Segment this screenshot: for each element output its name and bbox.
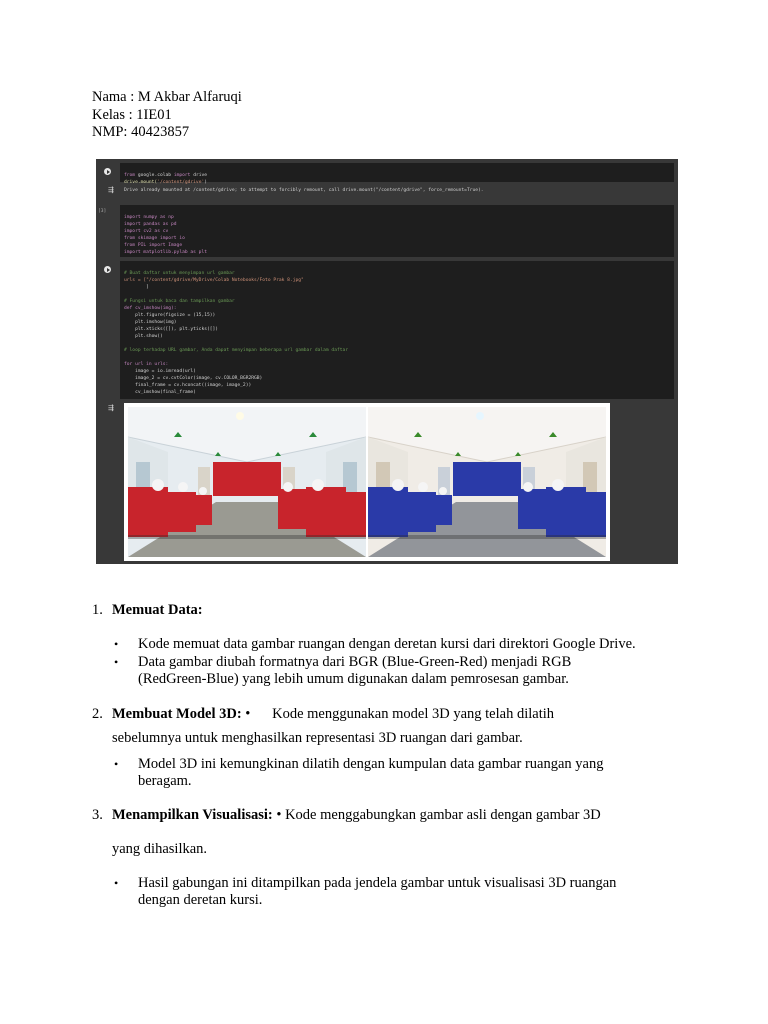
section-inline-text: • Kode menggunakan model 3D yang telah dilatih <box>245 706 554 722</box>
bullet-text: Model 3D ini kemungkinan dilatih dengan kumpulan data gambar ruangan yang <box>138 756 604 772</box>
code-line <box>124 340 670 347</box>
output-image <box>124 403 610 561</box>
output-icon: ⇶ <box>108 186 114 194</box>
bullet-text-cont: beragam. <box>138 773 192 789</box>
bullet-marker: • <box>114 655 119 669</box>
code-line: for url in urls: <box>124 362 169 367</box>
bullet-text: Kode memuat data gambar ruangan dengan deretan kursi dari direktori Google Drive. <box>138 636 636 652</box>
code-line <box>124 354 670 361</box>
code-line: cv_imshow(final_frame) <box>124 390 196 395</box>
code-line: # Buat daftar untuk menyimpan url gambar <box>124 271 235 276</box>
code-token: google.colab <box>135 173 174 178</box>
code-token: drive <box>190 173 208 178</box>
cell-counter: [3] <box>98 209 107 214</box>
run-cell-icon <box>104 266 111 273</box>
image-original <box>128 407 366 557</box>
code-token: from <box>124 173 136 178</box>
code-line: urls = ["/content/gdrive/MyDrive/Colab Notebooks/Foto Prak 8.jpg" <box>124 278 304 283</box>
code-line: plt.xticks([]), plt.yticks([]) <box>124 327 219 332</box>
code-line: import cv2 as cv <box>124 229 169 234</box>
section-inline-text: • Kode menggabungkan gambar asli dengan gambar 3D <box>272 807 601 823</box>
code-line: image = io.imread(url) <box>124 369 196 374</box>
code-line: # Fungsi untuk baca dan tampilkan gambar <box>124 299 235 304</box>
code-line: ] <box>124 285 149 290</box>
student-class: Kelas : 1IE01 <box>92 107 172 123</box>
section-title <box>112 602 203 619</box>
bullet-marker: • <box>114 637 119 651</box>
code-cell-2 <box>120 205 674 257</box>
bullet-marker: • <box>114 876 119 890</box>
code-token: ) <box>204 180 208 185</box>
code-token: drive.mount( <box>124 180 158 185</box>
section-cont-text: sebelumnya untuk menghasilkan representasi 3D ruangan dari gambar. <box>112 730 523 746</box>
section-title-text: Membuat Model 3D: <box>112 706 242 722</box>
run-cell-icon <box>104 168 111 175</box>
code-line: final_frame = cv.hconcat((image, image_2)) <box>124 383 252 388</box>
code-line: import matplotlib.pylab as plt <box>124 250 207 255</box>
code-line <box>124 291 670 298</box>
code-line: image_2 = cv.cvtColor(image, cv.COLOR_BGR2RGB) <box>124 376 263 381</box>
code-line: from PIL import Image <box>124 243 183 248</box>
code-line: plt.figure(figsize = (15,15)) <box>124 313 216 318</box>
bullet-text: Data gambar diubah formatnya dari BGR (Blue-Green-Red) menjadi RGB <box>138 654 572 670</box>
bullet-marker: • <box>114 757 119 771</box>
output-cell-1: Drive already mounted at /content/gdrive; to attempt to forcibly remount, call drive.mount("/content/gdrive", force_remount=True). <box>120 185 674 197</box>
student-name: Nama : M Akbar Alfaruqi <box>92 89 242 105</box>
student-nmp: NMP: 40423857 <box>92 124 190 140</box>
section-title-text: Memuat Data: <box>112 602 203 618</box>
code-line: import pandas as pd <box>124 222 177 227</box>
code-token: '/content/gdrive' <box>157 180 205 185</box>
section-number: 1. <box>92 602 103 618</box>
section-number: 2. <box>92 706 103 722</box>
bullet-text-cont: (RedGreen-Blue) yang lebih umum digunakan dalam pemrosesan gambar. <box>138 671 569 687</box>
section-title <box>112 706 554 723</box>
output-icon: ⇶ <box>108 404 114 412</box>
code-line: plt.imshow(img) <box>124 320 177 325</box>
code-cell-1 <box>120 163 674 185</box>
code-token: import <box>173 173 191 178</box>
code-line: import numpy as np <box>124 215 174 220</box>
bullet-text: Hasil gabungan ini ditampilkan pada jendela gambar untuk visualisasi 3D ruangan <box>138 875 617 891</box>
code-line: from skimage import io <box>124 236 185 241</box>
section-title-text: Menampilkan Visualisasi: <box>112 807 273 823</box>
bullet-text-cont: dengan deretan kursi. <box>138 892 263 908</box>
section-cont-text: yang dihasilkan. <box>112 841 208 857</box>
section-number: 3. <box>92 807 103 823</box>
code-line: def cv_imshow(img): <box>124 306 177 311</box>
section-title <box>112 807 601 824</box>
code-line: # loop terhadap URL gambar, Anda dapat menyimpan beberapa url gambar dalam daftar <box>124 348 349 353</box>
code-lines <box>124 214 670 256</box>
code-line: plt.show() <box>124 334 163 339</box>
code-cell-3 <box>120 261 674 399</box>
image-converted <box>368 407 606 557</box>
code-lines <box>124 270 670 396</box>
